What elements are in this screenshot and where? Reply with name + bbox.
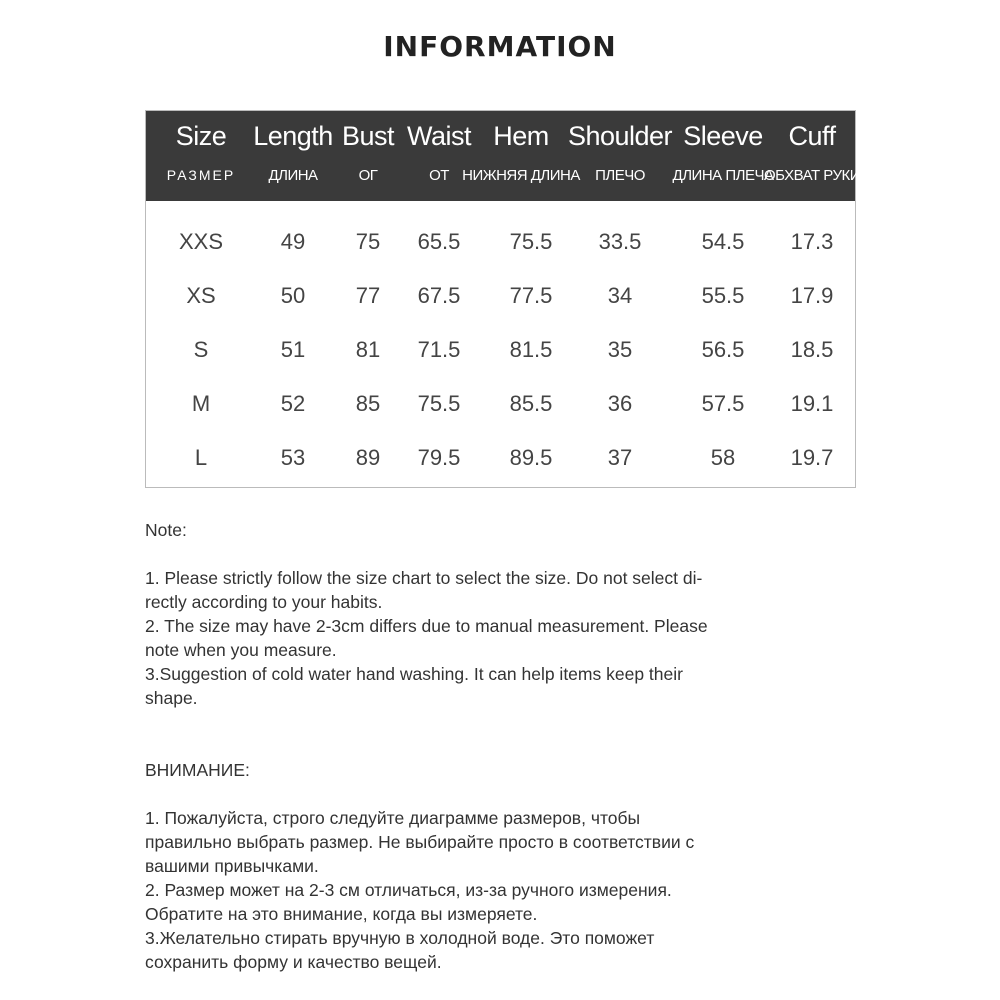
table-row bbox=[146, 276, 855, 316]
cell-waist: 67.5 bbox=[417, 283, 461, 308]
spacer bbox=[145, 710, 845, 734]
notes-section bbox=[145, 518, 845, 974]
note-item-en-3: 3.Suggestion of cold water hand washing. It can help items keep their shape. bbox=[145, 664, 683, 708]
header-label-en: Hem bbox=[493, 121, 549, 151]
header-label-en: Sleeve bbox=[683, 121, 763, 151]
note-heading-ru: ВНИМАНИЕ: bbox=[145, 760, 250, 780]
cell-bust: 89 bbox=[355, 445, 381, 470]
size-chart-table bbox=[145, 110, 861, 488]
cell-hem: 89.5 bbox=[509, 445, 553, 470]
cell-size: XS bbox=[186, 283, 216, 308]
cell-sleeve: 57.5 bbox=[701, 391, 745, 416]
cell-cuff: 19.1 bbox=[790, 391, 834, 416]
table-row bbox=[146, 438, 855, 478]
cell-shoulder: 36 bbox=[607, 391, 633, 416]
spacer bbox=[145, 734, 845, 758]
header-label-en: Shoulder bbox=[567, 121, 673, 151]
cell-cuff: 17.3 bbox=[790, 229, 834, 254]
cell-waist: 79.5 bbox=[417, 445, 461, 470]
note-item-ru-3: 3.Желательно стирать вручную в холодной воде. Это поможет сохранить форму и качество вещей. bbox=[145, 928, 655, 972]
cell-size: L bbox=[194, 445, 208, 470]
header-label-ru: ПЛЕЧО bbox=[595, 167, 645, 184]
cell-waist: 71.5 bbox=[417, 337, 461, 362]
cell-bust: 85 bbox=[355, 391, 381, 416]
cell-hem: 81.5 bbox=[509, 337, 553, 362]
cell-bust: 77 bbox=[355, 283, 381, 308]
cell-hem: 85.5 bbox=[509, 391, 553, 416]
header-cuff bbox=[763, 111, 861, 201]
spacer bbox=[145, 782, 845, 806]
cell-cuff: 18.5 bbox=[790, 337, 834, 362]
cell-length: 50 bbox=[280, 283, 306, 308]
header-label-ru: ОГ bbox=[358, 167, 378, 184]
cell-sleeve: 55.5 bbox=[701, 283, 745, 308]
cell-size: M bbox=[191, 391, 211, 416]
note-heading-en: Note: bbox=[145, 520, 187, 540]
cell-bust: 75 bbox=[355, 229, 381, 254]
header-label-en: Length bbox=[253, 121, 333, 151]
header-label-ru: ДЛИНА ПЛЕЧА bbox=[672, 167, 774, 184]
header-label-en: Cuff bbox=[788, 121, 836, 151]
cell-shoulder: 34 bbox=[607, 283, 633, 308]
cell-size: XXS bbox=[178, 229, 224, 254]
note-item-en-1: 1. Please strictly follow the size chart to select the size. Do not select di- rectly according to your habits. bbox=[145, 568, 703, 612]
cell-sleeve: 54.5 bbox=[701, 229, 745, 254]
cell-bust: 81 bbox=[355, 337, 381, 362]
cell-length: 49 bbox=[280, 229, 306, 254]
table-row bbox=[146, 384, 855, 424]
note-item-en-2: 2. The size may have 2-3cm differs due to manual measurement. Please note when you measure. bbox=[145, 616, 708, 660]
table-row bbox=[146, 330, 855, 370]
header-label-ru: ОТ bbox=[429, 167, 449, 184]
cell-length: 52 bbox=[280, 391, 306, 416]
cell-cuff: 17.9 bbox=[790, 283, 834, 308]
cell-waist: 65.5 bbox=[417, 229, 461, 254]
cell-sleeve: 58 bbox=[710, 445, 736, 470]
spacer bbox=[145, 542, 845, 566]
header-label-en: Size bbox=[175, 121, 227, 151]
cell-length: 51 bbox=[280, 337, 306, 362]
header-label-en: Waist bbox=[407, 121, 471, 151]
cell-cuff: 19.7 bbox=[790, 445, 834, 470]
cell-hem: 77.5 bbox=[509, 283, 553, 308]
header-label-en: Bust bbox=[341, 121, 395, 151]
header-label-ru: ОБХВАТ РУКИ bbox=[763, 167, 861, 184]
page-title: INFORMATION bbox=[383, 30, 617, 63]
header-label-ru: ДЛИНА bbox=[268, 167, 318, 184]
cell-shoulder: 37 bbox=[607, 445, 633, 470]
header-label-ru: НИЖНЯЯ ДЛИНА bbox=[462, 167, 580, 184]
cell-length: 53 bbox=[280, 445, 306, 470]
table-header bbox=[146, 111, 861, 201]
cell-shoulder: 33.5 bbox=[598, 229, 642, 254]
note-item-ru-2: 2. Размер может на 2-3 см отличаться, из-за ручного измерения. Обратите на это внимание, когда вы измеряете. bbox=[145, 880, 672, 924]
cell-hem: 75.5 bbox=[509, 229, 553, 254]
cell-waist: 75.5 bbox=[417, 391, 461, 416]
header-label-ru: РАЗМЕР bbox=[166, 167, 236, 183]
cell-sleeve: 56.5 bbox=[701, 337, 745, 362]
cell-shoulder: 35 bbox=[607, 337, 633, 362]
note-item-ru-1: 1. Пожалуйста, строго следуйте диаграмме размеров, чтобы правильно выбрать размер. Не выбирайте просто в соответствии с вашими привычками. bbox=[145, 808, 695, 876]
cell-size: S bbox=[193, 337, 209, 362]
table-row bbox=[146, 222, 855, 262]
